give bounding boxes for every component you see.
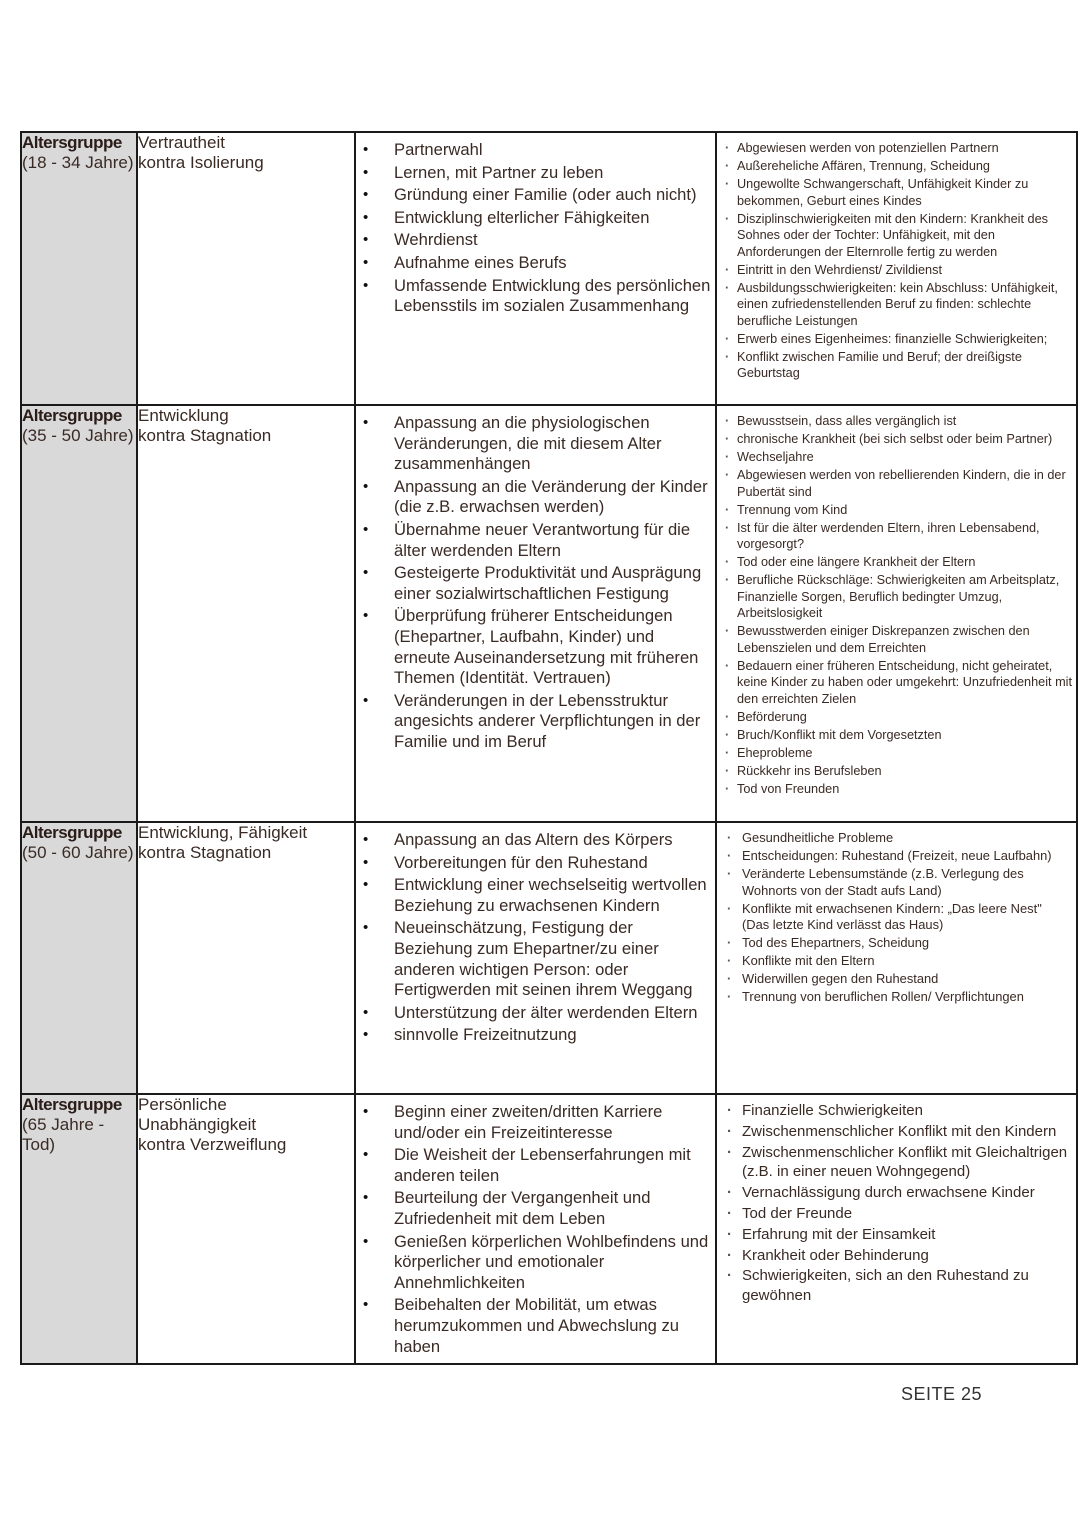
task-item: • Entwicklung einer wechselseitig wertvollen Beziehung zu erwachsenen Kindern: [394, 875, 711, 916]
crisis-item: · Berufliche Rückschläge: Schwierigkeiten am Arbeitsplatz, Finanzielle Sorgen, Beruflich bedingter Umzug, Arbeitslosigkeit: [737, 572, 1072, 621]
tasks-list: [356, 133, 715, 317]
table-row: [21, 822, 1077, 1094]
crisis-item: · Entscheidungen: Ruhestand (Freizeit, neue Laufbahn): [742, 848, 1072, 864]
crisis-item: · Bewusstwerden einiger Diskrepanzen zwischen den Lebenszielen und dem Erreichten: [737, 623, 1072, 656]
crises-cell: [716, 1094, 1077, 1364]
crises-list: [717, 406, 1076, 798]
crises-list: [717, 133, 1076, 382]
crisis-item: · Vernachlässigung durch erwachsene Kinder: [742, 1183, 1072, 1202]
development-stages-table: [20, 131, 1078, 1365]
crises-cell: [716, 405, 1077, 822]
task-item: • Unterstützung der älter werdenden Eltern: [394, 1003, 711, 1024]
crisis-item: · Bewusstsein, dass alles vergänglich ist: [737, 413, 1072, 429]
crisis-item: · Veränderte Lebensumstände (z.B. Verlegung des Wohnorts von der Stadt aufs Land): [742, 866, 1072, 899]
task-item: • Beginn einer zweiten/dritten Karriere und/oder ein Freizeitinteresse: [394, 1102, 711, 1143]
crisis-item: · Trennung vom Kind: [737, 502, 1072, 518]
crisis-item: · chronische Krankheit (bei sich selbst oder beim Partner): [737, 431, 1072, 447]
theme-line: Vertrautheit: [138, 133, 225, 152]
crisis-item: · Zwischenmenschlicher Konflikt mit den Kindern: [742, 1122, 1072, 1141]
crisis-item: · Gesundheitliche Probleme: [742, 830, 1072, 846]
crisis-item: · Rückkehr ins Berufsleben: [737, 763, 1072, 779]
task-item: • Lernen, mit Partner zu leben: [394, 163, 711, 184]
crisis-item: · Schwierigkeiten, sich an den Ruhestand zu gewöhnen: [742, 1266, 1072, 1304]
theme-line: Entwicklung: [138, 406, 229, 425]
crisis-item: · Widerwillen gegen den Ruhestand: [742, 971, 1072, 987]
crisis-item: · Zwischenmenschlicher Konflikt mit Gleichaltrigen (z.B. in einer neuen Wohngegend): [742, 1143, 1072, 1181]
crisis-item: · Eintritt in den Wehrdienst/ Zivildienst: [737, 262, 1072, 278]
conflict-theme-cell: [137, 405, 355, 822]
task-item: • Anpassung an die Veränderung der Kinder (die z.B. erwachsen werden): [394, 477, 711, 518]
crisis-item: · Krankheit oder Behinderung: [742, 1246, 1072, 1265]
task-item: • Wehrdienst: [394, 230, 711, 251]
crisis-item: · Trennung von beruflichen Rollen/ Verpflichtungen: [742, 989, 1072, 1005]
table-row: [21, 132, 1077, 405]
task-item: • sinnvolle Freizeitnutzung: [394, 1025, 711, 1046]
crisis-item: · Außereheliche Affären, Trennung, Scheidung: [737, 158, 1072, 174]
age-range: (50 - 60 Jahre): [22, 843, 134, 862]
crises-cell: [716, 132, 1077, 405]
crisis-item: · Tod des Ehepartners, Scheidung: [742, 935, 1072, 951]
table-row: [21, 405, 1077, 822]
task-item: • Beurteilung der Vergangenheit und Zufriedenheit mit dem Leben: [394, 1188, 711, 1229]
task-item: • Die Weisheit der Lebenserfahrungen mit anderen teilen: [394, 1145, 711, 1186]
tasks-list: [356, 406, 715, 753]
page-number: SEITE 25: [900, 1384, 982, 1404]
crisis-item: · Ausbildungsschwierigkeiten: kein Abschluss: Unfähigkeit, einen zufriedenstellenden Beruf zu finden: schlechte berufliche Leistungen: [737, 280, 1072, 329]
tasks-cell: [355, 405, 716, 822]
task-item: • Genießen körperlichen Wohlbefindens und körperlicher und emotionaler Annehmlichkeiten: [394, 1232, 711, 1294]
conflict-theme-cell: [137, 132, 355, 405]
task-item: • Gesteigerte Produktivität und Ausprägung einer sozialwirtschaftlichen Festigung: [394, 563, 711, 604]
conflict-theme-cell: [137, 1094, 355, 1364]
theme-line: Entwicklung, Fähigkeit: [138, 823, 308, 842]
crisis-item: · Tod von Freunden: [737, 781, 1072, 797]
age-range: (18 - 34 Jahre): [22, 153, 134, 172]
table-row: [21, 1094, 1077, 1364]
task-item: • Anpassung an das Altern des Körpers: [394, 830, 711, 851]
age-group-label: Altersgruppe: [22, 823, 122, 842]
crisis-item: · Konflikt zwischen Familie und Beruf; der dreißigste Geburtstag: [737, 349, 1072, 382]
crisis-item: · Ist für die älter werdenden Eltern, ihren Lebensabend, vorgesorgt?: [737, 520, 1072, 553]
task-item: • Neueinschätzung, Festigung der Beziehung zum Ehepartner/zu einer anderen wichtigen Person: oder Fertigwerden mit seinen ihrem Weggang: [394, 918, 711, 1000]
task-item: • Veränderungen in der Lebensstruktur angesichts anderer Verpflichtungen in der Familie und im Beruf: [394, 691, 711, 753]
theme-line: kontra Verzweiflung: [138, 1135, 287, 1154]
crises-cell: [716, 822, 1077, 1094]
crisis-item: · Bedauern einer früheren Entscheidung, nicht geheiratet, keine Kinder zu haben oder umgekehrt: Unzufriedenheit mit den erreichten Zielen: [737, 658, 1072, 707]
crisis-item: · Bruch/Konflikt mit dem Vorgesetzten: [737, 727, 1072, 743]
crisis-item: · Disziplinschwierigkeiten mit den Kindern: Krankheit des Sohnes oder der Tochter: Unfähigkeit, mit den Anforderungen der Elternrolle fertig zu werden: [737, 211, 1072, 260]
theme-line: kontra Stagnation: [138, 843, 272, 862]
crises-list: [717, 823, 1076, 1006]
tasks-list: [356, 823, 715, 1046]
tasks-cell: [355, 132, 716, 405]
task-item: • Beibehalten der Mobilität, um etwas herumzukommen und Abwechslung zu haben: [394, 1295, 711, 1357]
task-item: • Vorbereitungen für den Ruhestand: [394, 853, 711, 874]
age-range: (35 - 50 Jahre): [22, 426, 134, 445]
task-item: • Umfassende Entwicklung des persönlichen Lebensstils im sozialen Zusammenhang: [394, 276, 711, 317]
tasks-list: [356, 1095, 715, 1357]
theme-line: Persönliche: [138, 1095, 227, 1114]
crisis-item: · Erwerb eines Eigenheimes: finanzielle Schwierigkeiten;: [737, 331, 1072, 347]
crisis-item: · Tod der Freunde: [742, 1204, 1072, 1223]
age-group-label: Altersgruppe: [22, 406, 122, 425]
crisis-item: · Erfahrung mit der Einsamkeit: [742, 1225, 1072, 1244]
task-item: • Überprüfung früherer Entscheidungen (Ehepartner, Laufbahn, Kinder) und erneute Auseinandersetzung mit früheren Themen (Identität. Vertrauen): [394, 606, 711, 688]
conflict-theme-cell: [137, 822, 355, 1094]
age-group-label: Altersgruppe: [22, 1095, 122, 1114]
theme-line: kontra Stagnation: [138, 426, 272, 445]
task-item: • Übernahme neuer Verantwortung für die älter werdenden Eltern: [394, 520, 711, 561]
task-item: • Gründung einer Familie (oder auch nicht): [394, 185, 711, 206]
crisis-item: · Tod oder eine längere Krankheit der Eltern: [737, 554, 1072, 570]
age-group-cell: [21, 132, 137, 405]
crisis-item: · Ungewollte Schwangerschaft, Unfähigkeit Kinder zu bekommen, Geburt eines Kindes: [737, 176, 1072, 209]
task-item: • Entwicklung elterlicher Fähigkeiten: [394, 208, 711, 229]
crisis-item: · Abgewiesen werden von rebellierenden Kindern, die in der Pubertät sind: [737, 467, 1072, 500]
tasks-cell: [355, 1094, 716, 1364]
crises-list: [717, 1095, 1076, 1305]
crisis-item: · Abgewiesen werden von potenziellen Partnern: [737, 140, 1072, 156]
crisis-item: · Beförderung: [737, 709, 1072, 725]
crisis-item: · Finanzielle Schwierigkeiten: [742, 1101, 1072, 1120]
theme-line: kontra Isolierung: [138, 153, 264, 172]
theme-line: Unabhängigkeit: [138, 1115, 257, 1134]
task-item: • Aufnahme eines Berufs: [394, 253, 711, 274]
age-group-cell: [21, 822, 137, 1094]
task-item: • Anpassung an die physiologischen Veränderungen, die mit diesem Alter zusammenhängen: [394, 413, 711, 475]
crisis-item: · Wechseljahre: [737, 449, 1072, 465]
tasks-cell: [355, 822, 716, 1094]
crisis-item: · Eheprobleme: [737, 745, 1072, 761]
task-item: • Partnerwahl: [394, 140, 711, 161]
crisis-item: · Konflikte mit den Eltern: [742, 953, 1072, 969]
crisis-item: · Konflikte mit erwachsenen Kindern: „Das leere Nest" (Das letzte Kind verlässt das Haus): [742, 901, 1072, 934]
age-group-cell: [21, 1094, 137, 1364]
age-range: (65 Jahre - Tod): [22, 1115, 105, 1154]
age-group-cell: [21, 405, 137, 822]
age-group-label: Altersgruppe: [22, 133, 122, 152]
